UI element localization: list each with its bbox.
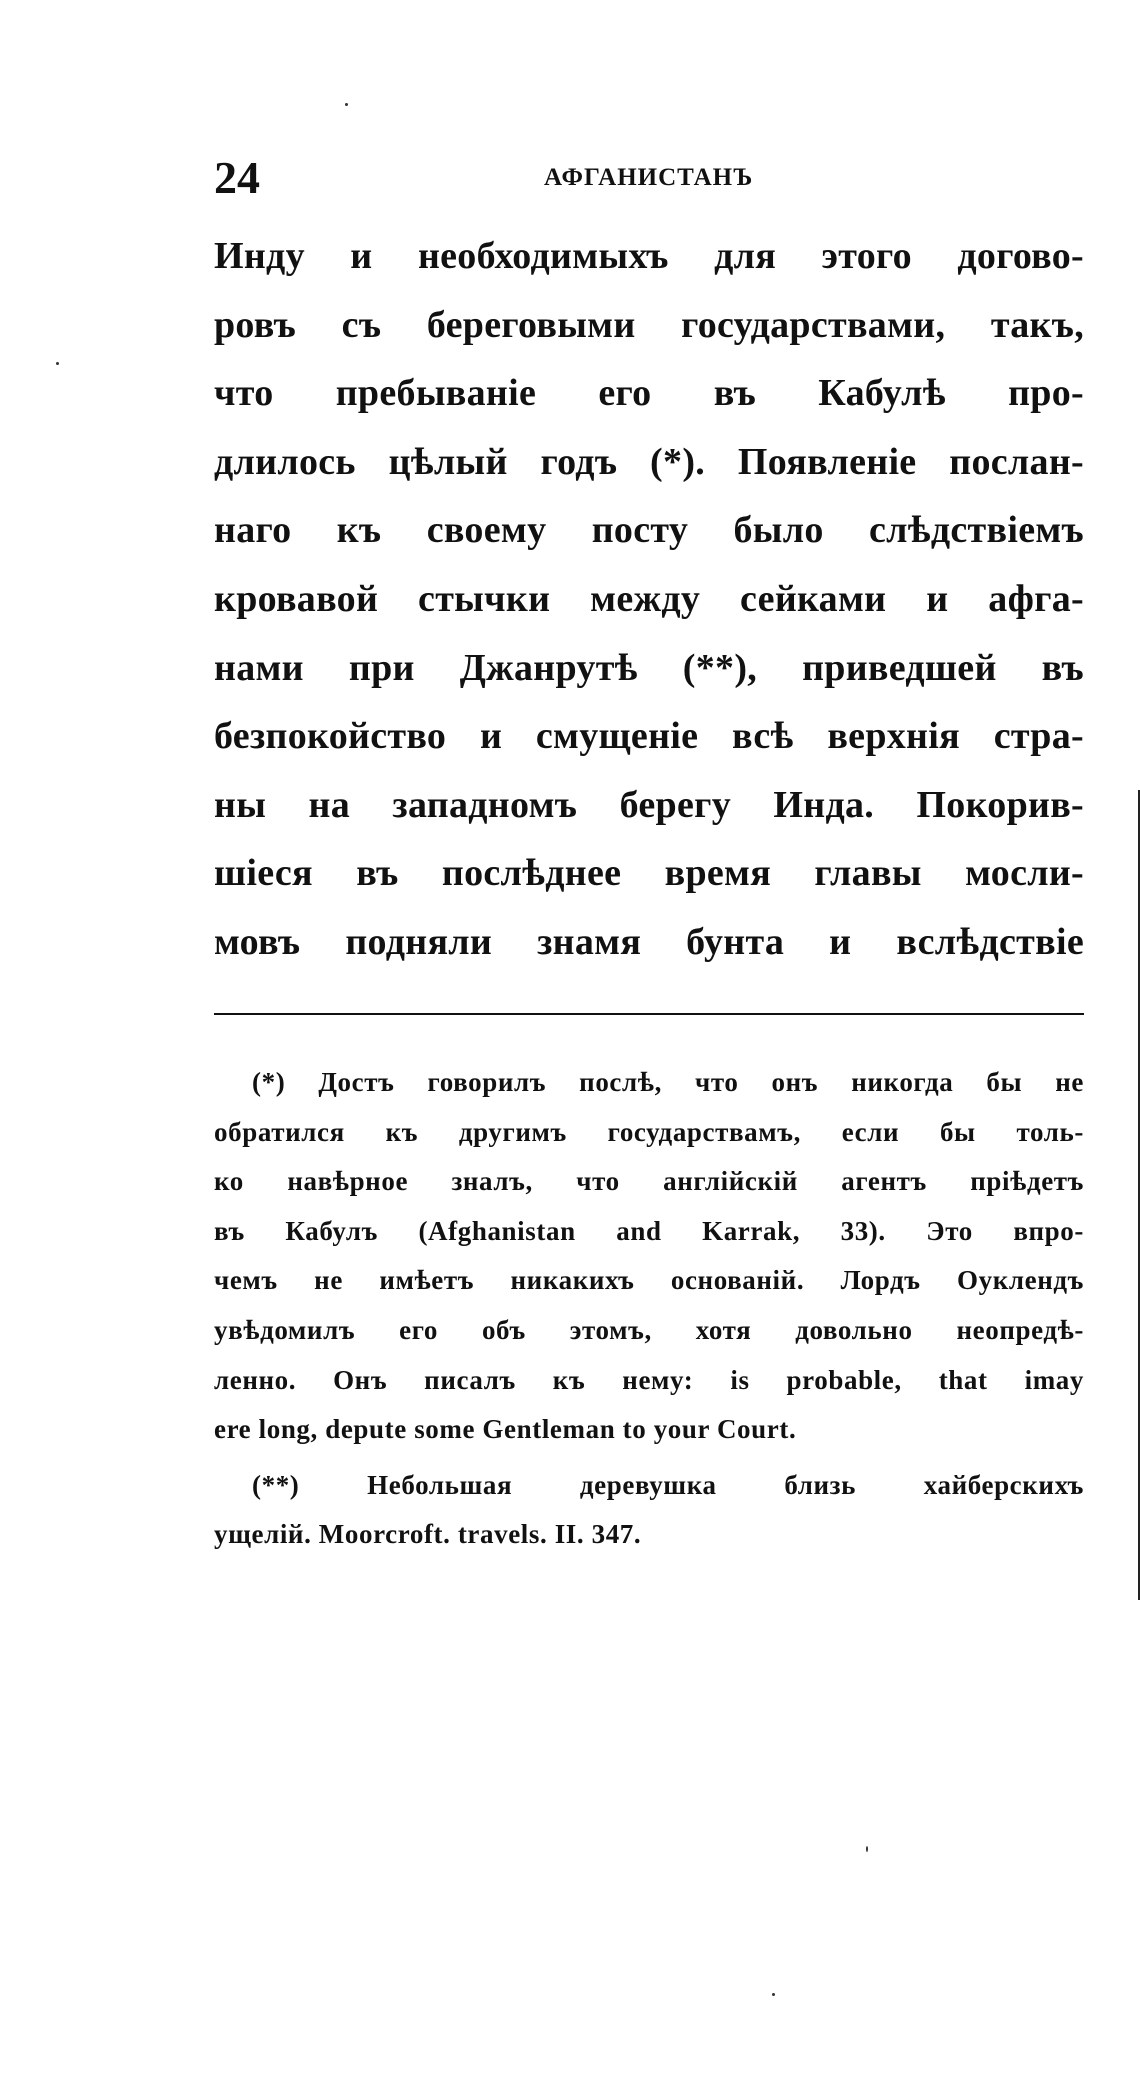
- footnote-line: ere long, depute some Gentleman to your Court.: [214, 1414, 797, 1445]
- footnote-1: [214, 1058, 1084, 1455]
- footnote-line: увѣдомилъ его объ этомъ, хотя довольно неопредѣ-: [214, 1314, 1084, 1345]
- body-line: кровавой стычки между сейками и афга-: [214, 577, 1084, 620]
- body-line: шіеся въ послѣднее время главы мосли-: [214, 852, 1084, 895]
- footnote-line: ущелій. Moorcroft. travels. II. 347.: [214, 1519, 642, 1550]
- scan-speck: [866, 1846, 868, 1852]
- footnote-line: обратился къ другимъ государствамъ, если бы толь-: [214, 1116, 1084, 1147]
- footnote-line: (*) Достъ говорилъ послѣ, что онъ никогда бы не: [252, 1067, 1084, 1097]
- body-line: нами при Джанрутѣ (**), приведшей въ: [214, 646, 1084, 689]
- body-line: мовъ подняли знамя бунта и вслѣдствіе: [214, 920, 1084, 963]
- footnotes: [214, 1058, 1084, 1560]
- footnote-line: въ Кабулъ (Afghanistan and Karrak, 33). Это впро-: [214, 1215, 1084, 1246]
- body-line: наго къ своему посту было слѣдствіемъ: [214, 509, 1084, 552]
- body-line: длилось цѣлый годъ (*). Появленіе послан-: [214, 440, 1084, 483]
- scan-speck: [345, 103, 348, 106]
- footnote-divider: [214, 1013, 1084, 1015]
- body-line: что пребываніе его въ Кабулѣ про-: [214, 372, 1084, 415]
- page-number: 24: [214, 152, 260, 203]
- footnote-line: чемъ не имѣетъ никакихъ основаній. Лордъ Оуклендъ: [214, 1265, 1084, 1296]
- footnote-line: ко навѣрное зналъ, что англійскій агентъ пріѣдетъ: [214, 1166, 1084, 1197]
- page-header: [214, 148, 1084, 208]
- scan-speck: [56, 362, 59, 365]
- footnote-2: [214, 1461, 1084, 1560]
- body-line: Инду и необходимыхъ для этого догово-: [214, 235, 1084, 277]
- scan-speck: [772, 1993, 775, 1996]
- body-text: [214, 222, 1084, 977]
- body-line: ровъ съ береговыми государствами, такъ,: [214, 303, 1084, 346]
- running-head: АФГАНИСТАНЪ: [544, 164, 754, 191]
- body-line: безпокойство и смущеніе всѣ верхнія стра-: [214, 715, 1084, 758]
- footnote-line: ленно. Онъ писалъ къ нему: is probable, that imay: [214, 1364, 1084, 1395]
- footnote-line: (**) Небольшая деревушка близь хайберскихъ: [252, 1469, 1084, 1500]
- body-line: ны на западномъ берегу Инда. Покорив-: [214, 783, 1084, 826]
